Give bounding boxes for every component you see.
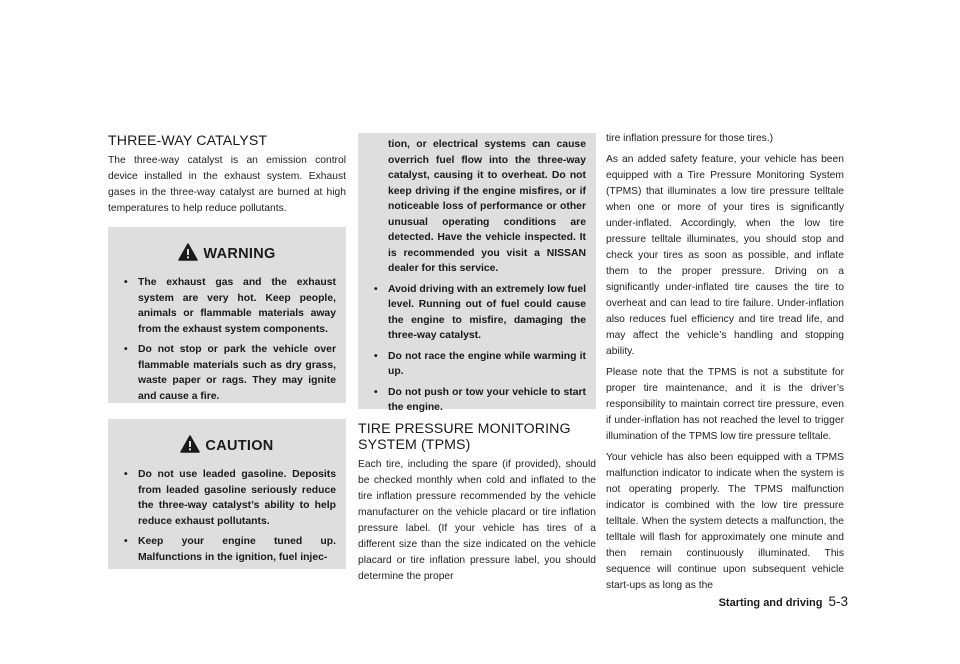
caution-item-text: Do not use leaded gasoline. Deposits from leaded gasoline seriously reduce the three-way catalyst’s ability to help reduce exhaust pollutants. <box>138 469 336 527</box>
caution-item <box>368 385 586 416</box>
paragraph-3: Please note that the TPMS is not a substitute for proper tire maintenance, and it is the driver’s responsibility to maintain correct tire pressure, even if under-inflation has not reached the level to trigger illumination of the TPMS low tire pressure telltale. <box>606 367 844 442</box>
warning-triangle-icon <box>178 243 198 265</box>
intro-paragraph: The three-way catalyst is an emission control device installed in the exhaust system. Exhaust gases in the three-way catalyst are burned at high temperatures to help reduce pollutants. <box>108 155 346 214</box>
warning-title <box>118 243 336 265</box>
caution-list <box>118 467 336 565</box>
column-3 <box>606 131 844 599</box>
warning-item-text: Do not stop or park the vehicle over flammable materials such as dry grass, waste paper or rags. They may ignite and cause a fire. <box>138 344 336 402</box>
caution-title <box>118 435 336 457</box>
bullet: • <box>374 350 378 362</box>
bullet: • <box>374 283 378 295</box>
column-1 <box>108 133 346 569</box>
paragraph-1: tire inflation pressure for those tires.) <box>606 133 774 144</box>
caution-item <box>368 282 586 344</box>
caution-item <box>118 467 336 529</box>
warning-item-text: The exhaust gas and the exhaust system are very hot. Keep people, animals or flammable materials away from the exhaust system components. <box>138 277 336 335</box>
caution-box <box>108 419 346 569</box>
caution-item <box>368 349 586 380</box>
caution-item <box>118 534 336 565</box>
caution-continued-text: tion, or electrical systems can cause overrich fuel flow into the three-way catalyst, causing it to overheat. Do not keep driving if the engine misfires, or if noticeable loss of performance or other unusual operating conditions are detected. Have the vehicle inspected. It is recommended you visit a NISSAN dealer for this service. <box>388 139 586 274</box>
warning-item <box>118 342 336 404</box>
bullet: • <box>124 277 128 288</box>
caution-list-continued <box>368 282 586 416</box>
bullet: • <box>124 344 128 355</box>
bullet: • <box>124 536 128 547</box>
tpms-paragraph: Each tire, including the spare (if provided), should be checked monthly when cold and inflated to the tire inflation pressure recommended by the vehicle manufacturer on the vehicle placard or tire inflation pressure label. (If your vehicle has tires of a different size than the size indicated on the vehicle placard or tire inflation pressure label, you should determine the proper <box>358 459 596 582</box>
warning-title-text: WARNING <box>203 246 276 262</box>
paragraph-2: As an added safety feature, your vehicle has been equipped with a Tire Pressure Monitoring System (TPMS) that illuminates a low tire pressure telltale when one or more of your tires is significantly under-inflated. Accordingly, when the low tire pressure telltale illuminates, you should stop and check your tires as soon as possible, and inflate them to the proper pressure. Driving on a significantly under-inflated tire causes the tire to overheat and can lead to tire failure. Under-inflation also reduces fuel efficiency and tire tread life, and may affect the vehicle’s handling and stopping ability. <box>606 154 844 357</box>
warning-triangle-icon <box>180 435 200 457</box>
warning-item <box>118 275 336 337</box>
caution-item-text: Avoid driving with an extremely low fuel level. Running out of fuel could cause the engine to misfire, damaging the three-way catalyst. <box>388 283 586 341</box>
bullet: • <box>374 386 378 398</box>
caution-box-continued <box>358 133 596 413</box>
bullet: • <box>124 469 128 480</box>
section-heading-tpms: TIRE PRESSURE MONITORING SYSTEM (TPMS) <box>358 421 571 453</box>
footer-section-title: Starting and driving <box>718 597 823 609</box>
column-2 <box>358 133 596 590</box>
caution-title-text: CAUTION <box>205 438 274 454</box>
warning-list <box>118 275 336 404</box>
caution-item-text: Do not race the engine while warming it up. <box>388 350 586 377</box>
caution-item-text: Keep your engine tuned up. Malfunctions in the ignition, fuel injec- <box>138 536 336 563</box>
warning-box <box>108 227 346 403</box>
page-footer <box>688 594 848 609</box>
caution-item-text: Do not push or tow your vehicle to start the engine. <box>388 386 586 413</box>
page-number: 5-3 <box>828 594 848 609</box>
section-heading-three-way-catalyst: THREE-WAY CATALYST <box>108 133 268 149</box>
paragraph-4: Your vehicle has also been equipped with a TPMS malfunction indicator to indicate when the system is not operating properly. The TPMS malfunction indicator is combined with the low tire pressure telltale. When the system detects a malfunction, the telltale will flash for approximately one minute and then remain continuously illuminated. This sequence will continue upon subsequent vehicle start-ups as long as the <box>606 452 844 591</box>
